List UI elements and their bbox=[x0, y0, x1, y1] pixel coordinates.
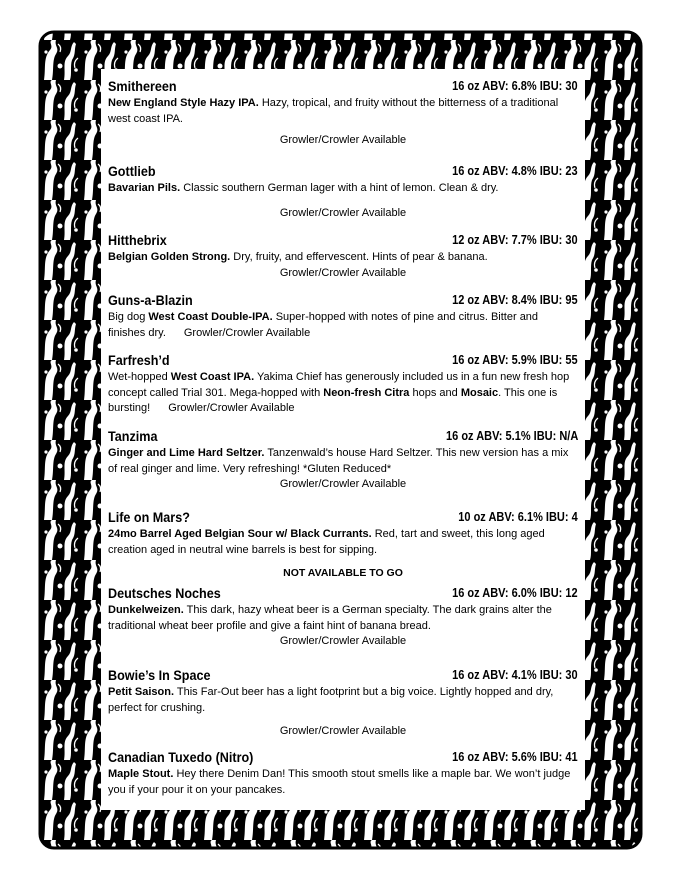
beer-specs: 10 oz ABV: 6.1% IBU: 4 bbox=[458, 510, 578, 524]
availability-note: NOT AVAILABLE TO GO bbox=[283, 567, 403, 579]
beer-description: Big dog West Coast Double-IPA. Super-hopped with notes of pine and citrus. Bitter and finishes dry. Growler/Crowler Available bbox=[108, 311, 539, 339]
availability-note: Growler/Crowler Available bbox=[279, 134, 407, 146]
hop-name: Neon-fresh Citra bbox=[323, 386, 410, 399]
beer-name: Hitthebrix bbox=[108, 232, 167, 248]
beer-style: 24mo Barrel Aged Belgian Sour w/ Black Currants. bbox=[108, 528, 372, 540]
availability-note: Growler/Crowler Available bbox=[279, 635, 407, 647]
beer-name: Life on Mars? bbox=[108, 509, 190, 525]
availability-note: Growler/Crowler Available bbox=[279, 206, 407, 219]
beer-specs: 12 oz ABV: 8.4% IBU: 95 bbox=[452, 293, 578, 307]
hop-name: Mosaic bbox=[460, 386, 499, 399]
beer-specs: 16 oz ABV: 5.1% IBU: N/A bbox=[445, 429, 578, 443]
beer-specs: 16 oz ABV: 6.0% IBU: 12 bbox=[452, 586, 578, 600]
beer-item-canadian-tuxedo bbox=[108, 749, 578, 798]
beer-specs: 16 oz ABV: 5.6% IBU: 41 bbox=[452, 750, 578, 764]
beer-style: Ginger and Lime Hard Seltzer. bbox=[108, 447, 265, 459]
beer-style: Bavarian Pils. bbox=[108, 182, 181, 194]
beer-item-life-on-mars bbox=[108, 509, 578, 582]
beer-name: Smithereen bbox=[108, 78, 177, 94]
beer-style: Belgian Golden Strong. bbox=[108, 251, 231, 263]
beer-item-bowies-in-space bbox=[108, 667, 578, 740]
beer-description: Maple Stout. Hey there Denim Dan! This smooth stout smells like a maple bar. We won’t judge you if your pour it on your pancakes. bbox=[108, 768, 571, 796]
beer-name: Bowie’s In Space bbox=[108, 667, 211, 683]
beer-description: Bavarian Pils. Classic southern German lager with a hint of lemon. Clean & dry. bbox=[108, 182, 499, 194]
availability-note: Growler/Crowler Available bbox=[279, 266, 407, 279]
beer-description: Petit Saison. This Far-Out beer has a light footprint but a big voice. Lightly hopped and dry, perfect for crushing. bbox=[108, 686, 554, 714]
beer-specs: 12 oz ABV: 7.7% IBU: 30 bbox=[452, 233, 578, 247]
beer-description: Ginger and Lime Hard Seltzer. Tanzenwald’s house Hard Seltzer. This new version has a mix of real ginger and lime. Very refreshing! *Gluten Reduced* bbox=[108, 447, 569, 475]
beer-style: West Coast Double-IPA. bbox=[148, 311, 273, 323]
availability-note: Growler/Crowler Available bbox=[279, 725, 407, 737]
beer-item-farfreshd bbox=[108, 352, 578, 417]
beer-name: Canadian Tuxedo (Nitro) bbox=[108, 749, 254, 765]
beer-style: West Coast IPA. bbox=[170, 371, 255, 383]
beer-description: Belgian Golden Strong. Dry, fruity, and effervescent. Hints of pear & banana. bbox=[108, 251, 488, 263]
beer-style: Dunkelweizen. bbox=[108, 604, 184, 616]
beer-item-guns-a-blazin bbox=[108, 292, 578, 341]
beer-specs: 16 oz ABV: 4.1% IBU: 30 bbox=[452, 668, 578, 682]
beer-description: Wet-hopped West Coast IPA. Yakima Chief has generously included us in a fun new fresh hop concept called Trial 301. Mega-hopped with Neon-fresh Citra hops and Mosaic. This one is bursting! Growler/Crowler Available bbox=[108, 371, 570, 414]
beer-specs: 16 oz ABV: 5.9% IBU: 55 bbox=[452, 353, 578, 367]
beer-description: New England Style Hazy IPA. Hazy, tropical, and fruity without the bitterness of a traditional west coast IPA. bbox=[108, 97, 559, 125]
availability-note: Growler/Crowler Available bbox=[183, 326, 311, 339]
beer-specs: 16 oz ABV: 4.8% IBU: 23 bbox=[452, 164, 578, 178]
beer-name: Tanzima bbox=[108, 428, 158, 444]
beer-name: Gottlieb bbox=[108, 163, 156, 179]
beer-style: New England Style Hazy IPA. bbox=[108, 97, 259, 109]
beer-description: Dunkelweizen. This dark, hazy wheat beer is a German specialty. The dark grains alter the traditional wheat beer profile and give a faint hint of banana bread. bbox=[108, 604, 552, 632]
beer-style: Petit Saison. bbox=[108, 686, 175, 698]
beer-style: Maple Stout. bbox=[108, 768, 174, 780]
beer-name: Deutsches Noches bbox=[108, 585, 221, 601]
beer-name: Farfresh’d bbox=[108, 352, 170, 368]
beer-item-tanzima bbox=[108, 428, 578, 493]
beer-item-gottlieb bbox=[108, 163, 578, 221]
beer-item-deutsches-noches bbox=[108, 585, 578, 650]
beer-specs: 16 oz ABV: 6.8% IBU: 30 bbox=[452, 79, 578, 93]
beer-item-hitthebrix bbox=[108, 232, 578, 281]
beer-name: Guns-a-Blazin bbox=[108, 292, 193, 308]
beer-description: 24mo Barrel Aged Belgian Sour w/ Black Currants. Red, tart and sweet, this long aged creation aged in neutral wine barrels is best for sipping. bbox=[108, 528, 545, 556]
availability-note: Growler/Crowler Available bbox=[279, 478, 407, 490]
availability-note: Growler/Crowler Available bbox=[168, 402, 295, 414]
beer-item-smithereen bbox=[108, 78, 578, 149]
